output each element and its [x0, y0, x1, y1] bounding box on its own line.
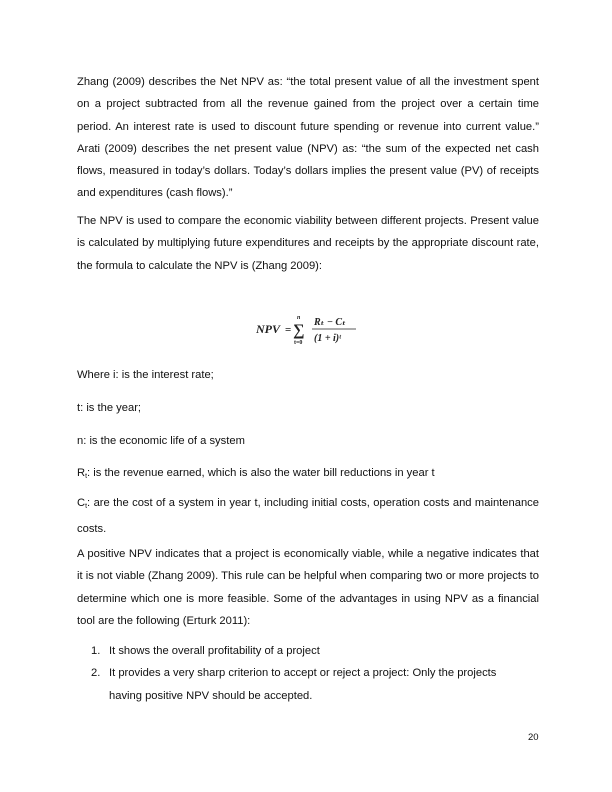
list-item-text: It shows the overall profitability of a project	[109, 645, 320, 657]
definition-t: t: is the year;	[77, 402, 142, 414]
paragraph-positive-npv: A positive NPV indicates that a project is economically viable, while a negative indicates that it is not viable (Zhang 2009). This rule can be helpful when comparing two or more projects to determine which one is more feasible. Some of the advantages in using NPV as a financial tool are the following (Erturk 2011):	[77, 548, 539, 627]
npv-formula-graphic	[256, 308, 364, 350]
formula-lhs: NPV	[256, 322, 280, 336]
list-item	[91, 640, 531, 662]
definition-r-letter: R	[77, 467, 86, 479]
list-item-number: 1.	[91, 645, 101, 657]
list-item-text: It provides a very sharp criterion to accept or reject a project: Only the projects having positive NPV should be accepted.	[109, 667, 497, 702]
page-number: 20	[528, 732, 539, 743]
definition-r-subscript: t	[85, 473, 88, 480]
formula-denominator: (1 + i)ᵗ	[314, 333, 342, 344]
paragraph-npv-definitions: Zhang (2009) describes the Net NPV as: “the total present value of all the investment spent on a project subtracted from all the revenue gained from the project over a certain time period. An interest rate is used to discount future spending or revenue into current value.” Arati (2009) describes the net present value (NPV) as: “the sum of the expected net cash flows, measured in today’s dollars. Today’s dollars implies the present value (PV) of receipts and expenditures (cash flows).”	[77, 76, 539, 200]
paragraph-npv-usage: The NPV is used to compare the economic viability between different projects. Present value is calculated by multiplying future expenditures and receipts by the appropriate discount rate, the formula to calculate the NPV is (Zhang 2009):	[77, 215, 539, 272]
formula-upper-limit: n	[297, 315, 301, 321]
formula-numerator: Rₜ − Cₜ	[314, 317, 346, 328]
definition-c-text: : are the cost of a system in year t, including initial costs, operation costs and maintenance costs.	[77, 497, 539, 536]
formula-lower-limit: t=0	[294, 340, 303, 346]
definition-i: Where i: is the interest rate;	[77, 369, 214, 381]
definition-r	[77, 465, 435, 485]
advantages-list	[91, 640, 531, 707]
definition-c-subscript: t	[85, 503, 88, 510]
npv-formula	[256, 308, 364, 350]
definition-c-letter: C	[77, 497, 86, 509]
definition-n: n: is the economic life of a system	[77, 435, 245, 447]
formula-equals: =	[285, 324, 292, 336]
list-item-number: 2.	[91, 667, 101, 680]
list-item	[91, 662, 531, 707]
formula-sigma: ∑	[293, 322, 305, 339]
definition-r-text: : is the revenue earned, which is also the water bill reductions in year t	[87, 467, 435, 479]
definition-c	[77, 492, 539, 541]
